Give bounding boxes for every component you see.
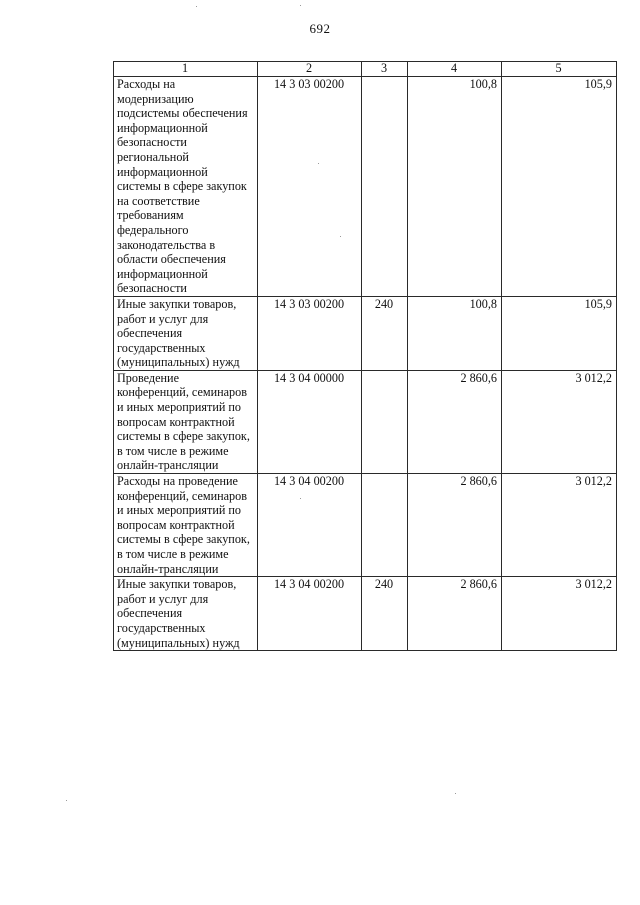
amount-cell: 2 860,6 bbox=[408, 370, 502, 473]
scan-speck bbox=[455, 793, 456, 794]
column-header: 5 bbox=[502, 62, 617, 77]
budget-table bbox=[113, 61, 617, 651]
scan-speck bbox=[196, 6, 197, 7]
expense-type-cell bbox=[362, 370, 408, 473]
expense-type-cell: 240 bbox=[362, 296, 408, 370]
scan-speck bbox=[300, 5, 301, 6]
amount-cell: 3 012,2 bbox=[502, 577, 617, 651]
scan-speck bbox=[300, 498, 301, 499]
column-header: 1 bbox=[114, 62, 258, 77]
column-header: 4 bbox=[408, 62, 502, 77]
target-code-cell: 14 3 04 00200 bbox=[258, 577, 362, 651]
table-row bbox=[114, 474, 617, 577]
amount-cell: 100,8 bbox=[408, 77, 502, 297]
page-number: 692 bbox=[309, 21, 331, 36]
amount-cell: 100,8 bbox=[408, 296, 502, 370]
amount-cell: 2 860,6 bbox=[408, 474, 502, 577]
column-header: 3 bbox=[362, 62, 408, 77]
table-header-row bbox=[114, 62, 617, 77]
scan-speck bbox=[318, 163, 319, 164]
expense-name-cell: Расходы на проведение конференций, семинаров и иных мероприятий по вопросам контрактной системы в сфере закупок, в том числе в режиме онлайн-трансляции bbox=[114, 474, 258, 577]
scan-speck bbox=[340, 236, 341, 237]
target-code-cell: 14 3 04 00000 bbox=[258, 370, 362, 473]
target-code-cell: 14 3 03 00200 bbox=[258, 77, 362, 297]
expense-type-cell bbox=[362, 474, 408, 577]
expense-name-cell: Проведение конференций, семинаров и иных мероприятий по вопросам контрактной системы в сфере закупок, в том числе в режиме онлайн-трансляции bbox=[114, 370, 258, 473]
target-code-cell: 14 3 03 00200 bbox=[258, 296, 362, 370]
amount-cell: 3 012,2 bbox=[502, 370, 617, 473]
expense-type-cell bbox=[362, 77, 408, 297]
table-row bbox=[114, 296, 617, 370]
column-header: 2 bbox=[258, 62, 362, 77]
amount-cell: 105,9 bbox=[502, 77, 617, 297]
amount-cell: 2 860,6 bbox=[408, 577, 502, 651]
scan-speck bbox=[66, 800, 67, 801]
amount-cell: 3 012,2 bbox=[502, 474, 617, 577]
expense-name-cell: Иные закупки товаров, работ и услуг для обеспечения государственных (муниципальных) нужд bbox=[114, 296, 258, 370]
table-row bbox=[114, 370, 617, 473]
expense-name-cell: Расходы на модернизацию подсистемы обеспечения информационной безопасности региональной информационной системы в сфере закупок на соответствие требованиям федерального законодательства в области обеспечения информационной безопасности bbox=[114, 77, 258, 297]
target-code-cell: 14 3 04 00200 bbox=[258, 474, 362, 577]
table-row bbox=[114, 77, 617, 297]
table-row bbox=[114, 577, 617, 651]
expense-type-cell: 240 bbox=[362, 577, 408, 651]
amount-cell: 105,9 bbox=[502, 296, 617, 370]
expense-name-cell: Иные закупки товаров, работ и услуг для обеспечения государственных (муниципальных) нужд bbox=[114, 577, 258, 651]
